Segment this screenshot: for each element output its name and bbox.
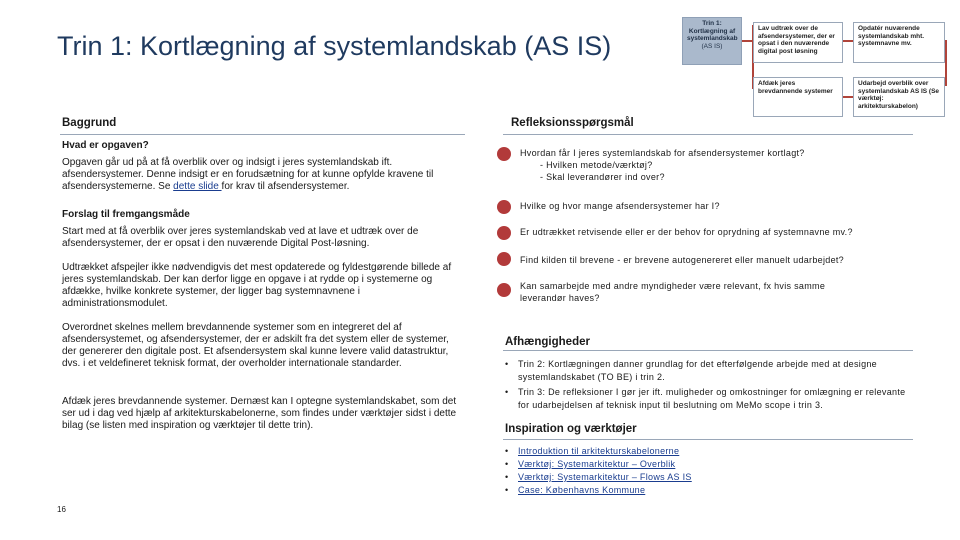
question-bullet [497,226,511,240]
task-paragraph [62,157,462,193]
connector-line [843,96,853,98]
section-divider [503,350,913,351]
method-heading [62,209,462,221]
method-paragraph-1: Start med at få overblik over jeres systemlandskab ved at lave et udtræk over de afsendersystemer, der er opsat i den nuværende Digital Post-løsning. [62,226,419,249]
dependencies-list [505,358,915,412]
question-bullet [497,252,511,266]
task-text-end: for krav til afsendersystemer. [221,181,350,192]
tool-link-item [505,471,915,484]
page-title: Trin 1: Kortlægning af systemlandskab (AS IS) [57,31,612,61]
task-heading [62,140,462,152]
dependency-item: • Trin 3: De refleksioner I gør jer ift. muligheder og omkostninger for omlægning er relevante for udarbejdelsen af teknisk input til beslutning om MeMo scope i trin 3. [505,386,915,412]
inspiration-heading: Inspiration og værktøjer [505,423,637,435]
background-heading: Baggrund [62,117,117,129]
section-divider [503,134,913,135]
tools-list [505,445,915,497]
link-architecture-flows[interactable]: Værktøj: Systemarkitektur – Flows AS IS [518,472,692,482]
question-item: Hvilke og hvor mange afsendersystemer har I? [520,201,720,211]
method-paragraph-3: Overordnet skelnes mellem brevdannende systemer som en integreret del af afsendersystemet, og afsendersystemer, der er adskilt fra det system eller de systemer, der genererer den digitale post. Et afsendersystem skal kunne levere valid datastruktur, dvs. i et veldefineret teknisk format, der overholder internationale standarder. [62,322,449,369]
diagram-box-update: Opdatér nuværende systemlandskab mht. systemnavne mv. [853,22,945,63]
question-item: Kan samarbejde med andre myndigheder være relevant, fx hvis samme leverandør haves? [520,281,826,303]
task-heading-text: Hvad er opgaven? [62,140,149,151]
question-bullet [497,283,511,297]
page-number: 16 [57,505,66,514]
dependency-item: • Trin 2: Kortlægningen danner grundlag for det efterfølgende arbejde med at designe systemlandskabet (TO BE) i trin 2. [505,358,915,384]
question-item: Find kilden til brevene - er brevene autogenereret eller manuelt udarbejdet? [520,255,844,265]
reflection-heading: Refleksionsspørgsmål [511,117,634,129]
connector-line [843,40,853,42]
tool-link-item [505,458,915,471]
connector-line [945,40,947,86]
diagram-box-extract: Lav udtræk over de afsendersystemer, der er opsat i den nuværende digital post løsning [753,22,843,63]
method-paragraph-2: Udtrækket afspejler ikke nødvendigvis det mest opdaterede og fyldestgørende billede af jeres systemlandskab. Der kan derfor ligge en opgave i at rydde op i systemerne og afdække, hvilke konkrete systemer, der ligger bag systemnavnene i administrationsmodulet. [62,262,452,309]
step1-box [682,17,742,65]
requirements-slide-link[interactable]: dette slide [173,181,222,192]
method-heading-text: Forslag til fremgangsmåde [62,209,190,220]
link-intro-templates[interactable]: Introduktion til arkitekturskabelonerne [518,446,680,456]
tool-link-item [505,484,915,497]
task-text: Opgaven går ud på at få overblik over og indsigt i jeres systemlandskab ift. afsendersystemer. Denne indsigt er en forudsætning for at kunne opfylde kravene til afsendersystemerne. Se [62,157,434,192]
link-case-copenhagen[interactable]: Case: Københavns Kommune [518,485,646,495]
diagram-box-overview: Udarbejd overblik over systemlandskab AS IS (Se værktøj: arkitekturskabelon) [853,77,945,117]
tool-link-item [505,445,915,458]
dependencies-heading: Afhængigheder [505,336,590,348]
process-diagram [0,0,960,140]
question-item [520,147,920,183]
link-architecture-overview[interactable]: Værktøj: Systemarkitektur – Overblik [518,459,676,469]
question-text: Hvordan får I jeres systemlandskab for afsendersystemer kortlagt? [520,148,805,158]
question-sub: - Skal leverandører ind over? [540,172,665,182]
connector-line [742,40,752,42]
question-item: Er udtrækket retvisende eller er der behov for oprydning af systemnavne mv.? [520,227,853,237]
question-sub: - Hvilken metode/værktøj? [540,160,653,170]
section-divider [503,439,913,440]
method-paragraph-4: Afdæk jeres brevdannende systemer. Dernæst kan I optegne systemlandskabet, som det ser ud i dag ved hjælp af arkitekturskabelonerne, som findes under værktøjer sidst i dette bilag (se listen med inspiration og værktøjer til dette trin). [62,396,457,431]
question-bullet [497,200,511,214]
diagram-box-uncover: Afdæk jeres brevdannende systemer [753,77,843,117]
step1-subtitle: (AS IS) [701,42,723,50]
step1-title: Trin 1: Kortlægning af systemlandskab [687,20,738,42]
section-divider [60,134,465,135]
question-bullet [497,147,511,161]
